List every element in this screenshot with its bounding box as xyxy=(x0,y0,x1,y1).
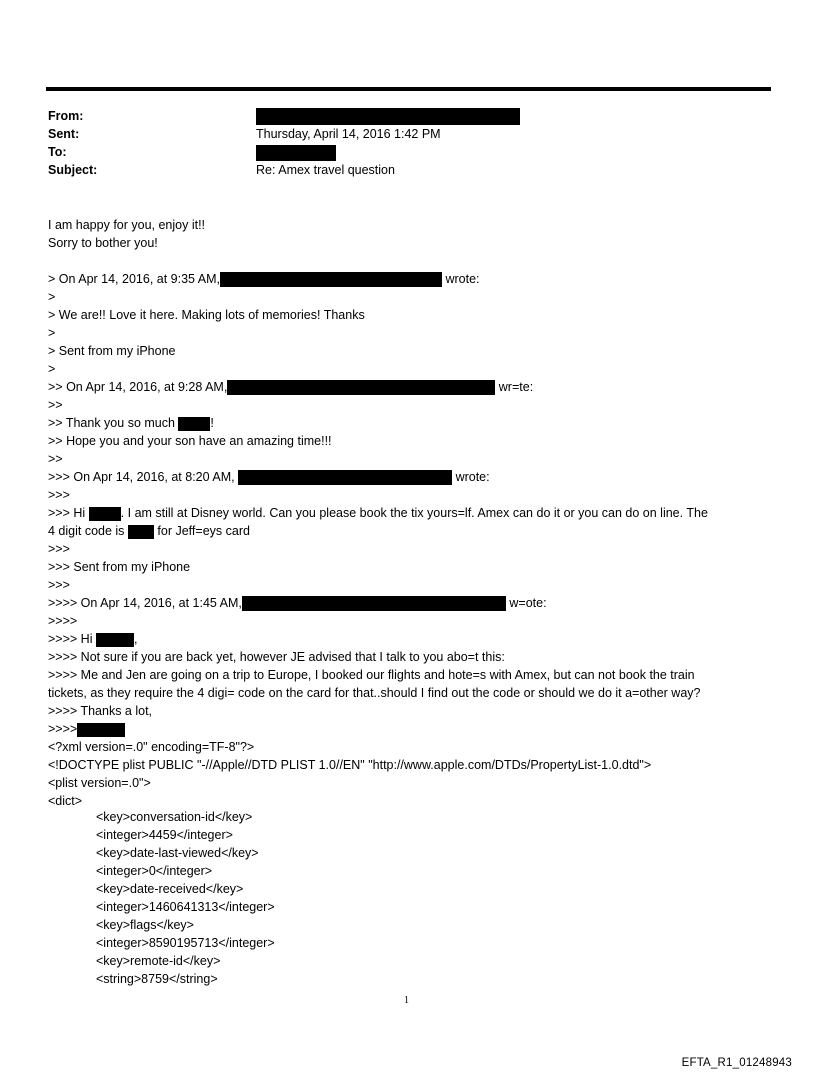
sent-value: Thursday, April 14, 2016 1:42 PM xyxy=(256,127,441,141)
from-value xyxy=(256,107,520,125)
xml-line: <key>flags</key> xyxy=(96,918,194,932)
quote-line: >> Hope you and your son have an amazing time!!! xyxy=(48,434,332,448)
quote-line: > We are!! Love it here. Making lots of memories! Thanks xyxy=(48,308,365,322)
quote-text: > On Apr 14, 2016, at 9:35 AM, xyxy=(48,272,220,286)
quote-line xyxy=(48,594,547,612)
quote-line: >> xyxy=(48,452,63,466)
xml-line: <integer>4459</integer> xyxy=(96,828,233,842)
quote-line xyxy=(48,270,480,288)
body-line: I am happy for you, enjoy it!! xyxy=(48,218,206,232)
quote-line: >>> xyxy=(48,488,70,502)
header-rule xyxy=(46,87,771,91)
redaction-box xyxy=(96,633,134,647)
quote-line: > xyxy=(48,290,56,304)
quote-line xyxy=(48,468,490,486)
quote-text: >>>> Hi xyxy=(48,632,93,646)
subject-label: Subject: xyxy=(48,163,98,177)
xml-line: <key>conversation-id</key> xyxy=(96,810,253,824)
document-id: EFTA_R1_01248943 xyxy=(681,1057,792,1069)
xml-line: <integer>1460641313</integer> xyxy=(96,900,275,914)
quote-line: >>>> Me and Jen are going on a trip to Europe, I booked our flights and hote=s with Amex, but can not book the train xyxy=(48,668,695,682)
quote-text: for Jeff=eys card xyxy=(157,524,250,538)
quote-text: >> Thank you so much xyxy=(48,416,175,430)
xml-line: <dict> xyxy=(48,794,83,808)
to-label: To: xyxy=(48,145,67,159)
quote-text: , xyxy=(133,632,138,646)
quote-text: wrote: xyxy=(445,272,480,286)
xml-line: <?xml version=.0" encoding=TF-8"?> xyxy=(48,740,255,754)
xml-line: <plist version=.0"> xyxy=(48,776,151,790)
xml-line: <key>remote-id</key> xyxy=(96,954,221,968)
quote-text: 4 digit code is xyxy=(48,524,125,538)
quote-line xyxy=(48,630,137,648)
subject-value: Re: Amex travel question xyxy=(256,163,395,177)
quote-line: >>> xyxy=(48,578,70,592)
quote-line xyxy=(48,522,250,540)
xml-line: <string>8759</string> xyxy=(96,972,218,986)
xml-line: <integer>8590195713</integer> xyxy=(96,936,275,950)
quote-text: >> On Apr 14, 2016, at 9:28 AM, xyxy=(48,380,228,394)
quote-line: >>> xyxy=(48,542,70,556)
redaction-box xyxy=(227,380,495,395)
body-line: Sorry to bother you! xyxy=(48,236,158,250)
quote-text: . I am still at Disney world. Can you please book the tix yours=lf. Amex can do it or you can do on line. The xyxy=(120,506,708,520)
from-label: From: xyxy=(48,109,84,123)
quote-text: wrote: xyxy=(455,470,490,484)
quote-line: > xyxy=(48,362,56,376)
quote-line xyxy=(48,414,214,432)
sent-label: Sent: xyxy=(48,127,80,141)
quote-line: >>> Sent from my iPhone xyxy=(48,560,191,574)
quote-line: >>>> xyxy=(48,614,78,628)
quote-line xyxy=(48,720,125,738)
quote-line: >>>> Thanks a lot, xyxy=(48,704,153,718)
quote-line xyxy=(48,378,533,396)
quote-text: >>>> On Apr 14, 2016, at 1:45 AM, xyxy=(48,596,242,610)
quote-text: >>>> xyxy=(48,722,78,736)
redaction-box xyxy=(256,145,336,161)
quote-text: w=ote: xyxy=(509,596,547,610)
xml-line: <key>date-received</key> xyxy=(96,882,244,896)
redaction-box xyxy=(128,525,154,539)
xml-line: <key>date-last-viewed</key> xyxy=(96,846,259,860)
quote-text: ! xyxy=(210,416,214,430)
quote-line: >>>> Not sure if you are back yet, however JE advised that I talk to you abo=t this: xyxy=(48,650,505,664)
to-value xyxy=(256,143,336,161)
redaction-box xyxy=(242,596,506,611)
page-number: 1 xyxy=(404,995,409,1006)
redaction-box xyxy=(89,507,121,521)
quote-line: > Sent from my iPhone xyxy=(48,344,176,358)
quote-text: >>> Hi xyxy=(48,506,86,520)
xml-line: <integer>0</integer> xyxy=(96,864,213,878)
redaction-box xyxy=(220,272,442,287)
redaction-box xyxy=(77,723,125,737)
redaction-box xyxy=(178,417,210,431)
quote-line: tickets, as they require the 4 digi= code on the card for that..should I find out the code or should we do it a=other way? xyxy=(48,686,701,700)
quote-text: wr=te: xyxy=(498,380,534,394)
quote-line: >> xyxy=(48,398,63,412)
redaction-box xyxy=(256,108,520,125)
xml-line: <!DOCTYPE plist PUBLIC "-//Apple//DTD PLIST 1.0//EN" "http://www.apple.com/DTDs/PropertyList-1.0.dtd"> xyxy=(48,758,652,772)
quote-line xyxy=(48,504,708,522)
redaction-box xyxy=(238,470,452,485)
quote-text: >>> On Apr 14, 2016, at 8:20 AM, xyxy=(48,470,235,484)
quote-line: > xyxy=(48,326,56,340)
